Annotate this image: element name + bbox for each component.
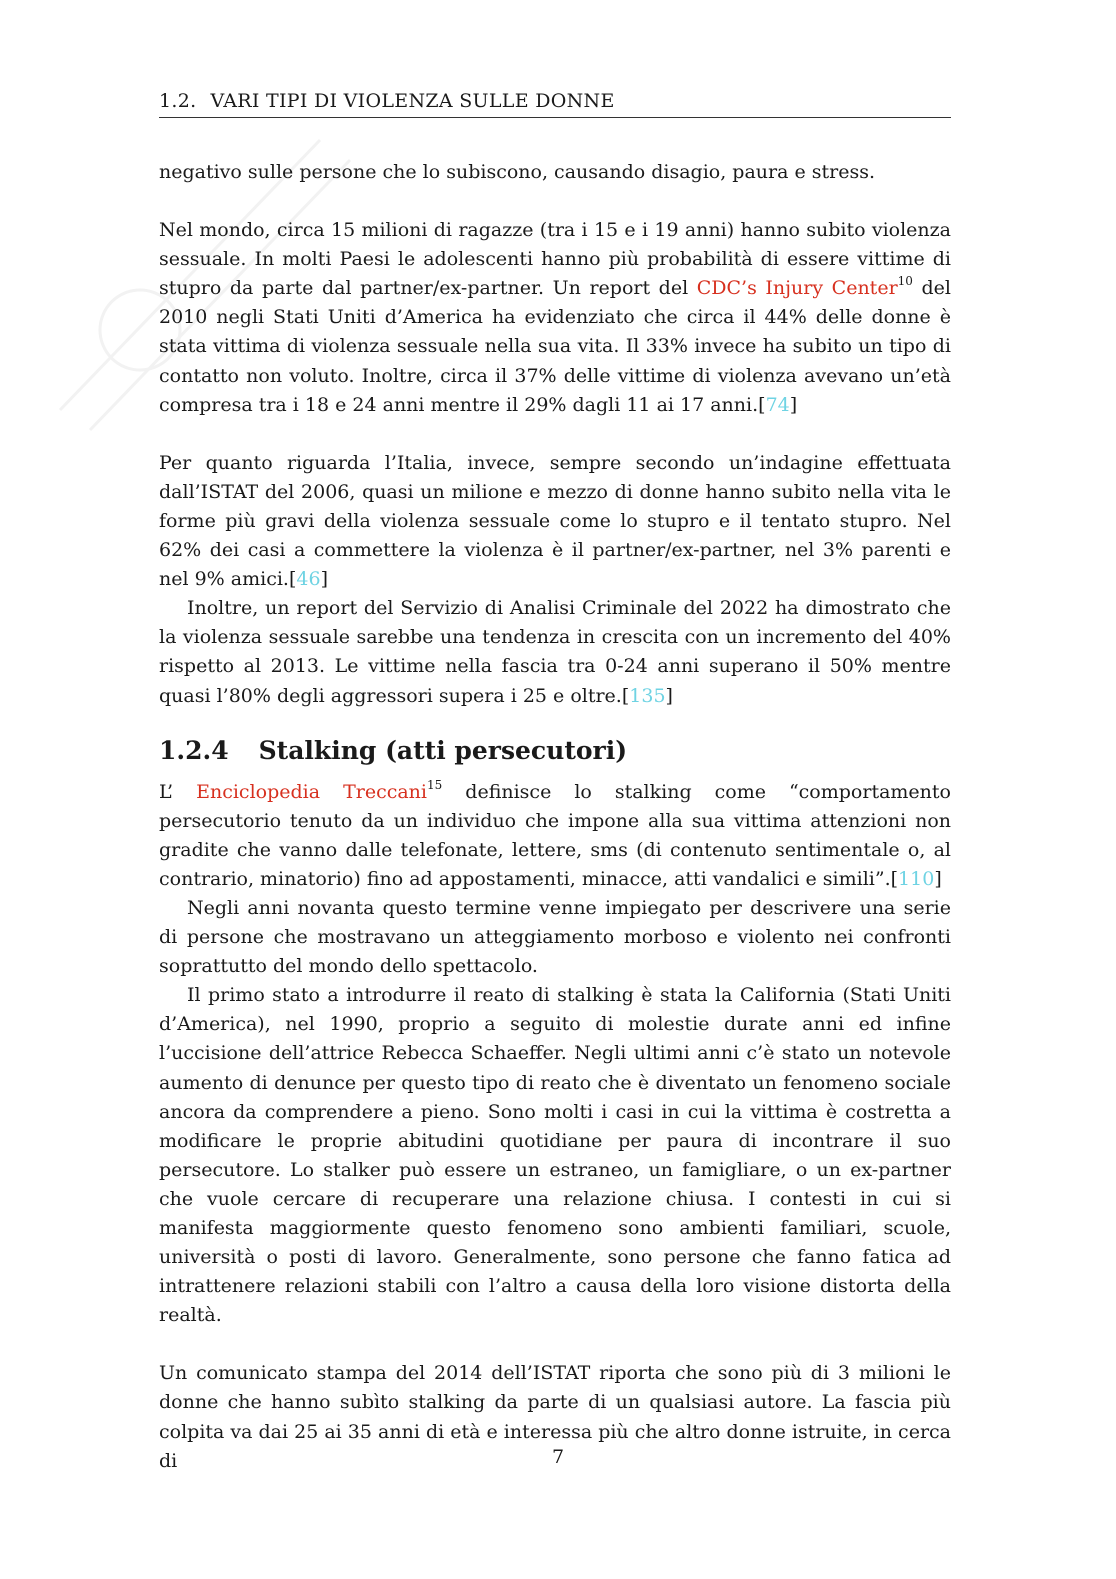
footnote-marker[interactable]: 15 xyxy=(427,777,443,792)
header-section-title: VARI TIPI DI VIOLENZA SULLE DONNE xyxy=(210,90,615,112)
section-heading xyxy=(159,734,951,768)
paragraph-text: Per quanto riguarda l’Italia, invece, sempre secondo un’indagine effettuata dall’ISTAT del 2006, quasi un milione e mezzo di donne hanno subito nella vita le forme più gravi della violenza sessuale come lo stupro e il tentato stupro. Nel 62% dei casi a commettere la violenza è il partner/ex-partner, nel 3% parenti e nel 9% amici. xyxy=(159,451,951,591)
header-section-number: 1.2. xyxy=(159,90,197,112)
body-text xyxy=(159,158,951,1476)
paragraph-text: Il primo stato a introdurre il reato di stalking è stata la California (Stati Uniti d’America), nel 1990, proprio a seguito di molestie durate anni ed infine l’uccisione dell’attrice Rebecca Schaeffer. Negli ultimi anni c’è stato un notevole aumento di denunce per questo tipo di reato che è diventato un fenomeno sociale ancora da comprendere a pieno. Sono molti i casi in cui la vittima è costretta a modificare le proprie abitudini quotidiane per paura di incontrare il suo persecutore. Lo stalker può essere un estraneo, un famigliare, o un ex-partner che vuole cercare di recuperare una relazione chiusa. I contesti in cui si manifesta maggiormente questo fenomeno sono ambienti familiari, scuole, università o posti di lavoro. Generalmente, sono persone che fanno fatica ad intrattenere relazioni stabili con l’altro a causa della loro visione distorta della realtà. xyxy=(159,984,951,1327)
paragraph-text: Inoltre, un report del Servizio di Analisi Criminale del 2022 ha dimostrato che la violenza sessuale sarebbe una tendenza in crescita con un incremento del 40% rispetto al 2013. Le vittime nella fascia tra 0-24 anni superano il 50% mentre quasi l’80% degli aggressori supera i 25 e oltre. xyxy=(159,597,951,707)
citation-link[interactable]: 110 xyxy=(898,867,935,890)
paragraph-text: del 2010 negli Stati Uniti d’America ha evidenziato che circa il 44% delle donne è stata vittima di violenza sessuale nella sua vita. Il 33% invece ha subito un tipo di contatto non voluto. Inoltre, circa il 37% delle vittime di violenza avevano un’età compresa tra i 18 e 24 anni mentre il 29% dagli 11 ai 17 anni. xyxy=(159,277,951,416)
citation-link[interactable]: 135 xyxy=(629,684,666,707)
section-title: Stalking (atti persecutori) xyxy=(258,735,628,765)
paragraph-california xyxy=(159,981,951,1330)
paragraph-text: negativo sulle persone che lo subiscono, causando disagio, paura e stress. xyxy=(159,161,875,183)
running-header xyxy=(159,90,951,118)
paragraph-world-stats: Nel mondo, circa 15 milioni di ragazze (tra i 15 e i 19 anni) hanno subito violenza sessuale. In molti Paesi le adolescenti hanno più probabilità di essere vittime di stupro da parte dal partner/ex-partner. Un report del CDC’s Injury Center$^{10}$ del 2010 negli Stati Uniti d’America ha evidenziato che circa il 44% delle donne è stata vittima di violenza sessuale nella sua vita. Il 33% invece ha subito un tipo di contatto non voluto. Inoltre, circa il 37% delle vittime di violenza avevano un’età compresa tra i 18 e 24 anni mentre il 29% dagli 11 ai 17 anni.[74] xyxy=(159,219,951,416)
section-number: 1.2.4 xyxy=(159,735,229,765)
footnote-marker[interactable]: 10 xyxy=(897,274,913,289)
paragraph-text: Nel mondo, circa 15 milioni di ragazze (tra i 15 e i 19 anni) hanno subito violenza sessuale. In molti Paesi le adolescenti hanno più probabilità di essere vittime di stupro da parte dal partner/ex-partner. Un report del xyxy=(159,219,951,300)
paragraph-continuation xyxy=(159,158,951,187)
paragraph-italy-stats: Per quanto riguarda l’Italia, invece, sempre secondo un’indagine effettuata dall’ISTAT del 2006, quasi un milione e mezzo di donne hanno subito nella vita le forme più gravi della violenza sessuale come lo stupro e il tentato stupro. Nel 62% dei casi a commettere la violenza è il partner/ex-partner, nel 3% parenti e nel 9% amici.[46] xyxy=(159,451,951,591)
cdc-injury-center-link[interactable]: CDC’s Injury Center xyxy=(696,277,898,300)
paragraph-nineties xyxy=(159,894,951,981)
paragraph-text: Un comunicato stampa del 2014 dell’ISTAT riporta che sono più di 3 milioni le donne che hanno subìto stalking da parte di un qualsiasi autore. La fascia più colpita va dai 25 ai 35 anni di età e interessa più che altro donne istruite, in cerca di xyxy=(159,1362,951,1472)
treccani-link[interactable]: Enciclopedia Treccani xyxy=(196,780,427,803)
paragraph-criminal-report: Inoltre, un report del Servizio di Analisi Criminale del 2022 ha dimostrato che la violenza sessuale sarebbe una tendenza in crescita con un incremento del 40% rispetto al 2013. Le vittime nella fascia tra 0-24 anni superano il 50% mentre quasi l’80% degli aggressori supera i 25 e oltre.[135] xyxy=(159,597,951,707)
citation-link[interactable]: 74 xyxy=(765,393,790,416)
page-number: 7 xyxy=(551,1446,565,1468)
paragraph-text: L’ xyxy=(159,780,197,803)
paragraph-text: definisce lo stalking come “comportamento persecutorio tenuto da un individuo che impone alla sua vittima attenzioni non gradite che vanno dalle telefonate, lettere, sms (di contenuto sentimentale o, al contrario, minatorio) fino ad appostamenti, minacce, atti vandalici e simili”. xyxy=(159,780,951,890)
citation-link[interactable]: 46 xyxy=(296,568,321,591)
paragraph-treccani-definition: L’ Enciclopedia Treccani$^{15}$ definisce lo stalking come “comportamento persecutorio tenuto da un individuo che impone alla sua vittima attenzioni non gradite che vanno dalle telefonate, lettere, sms (di contenuto sentimentale o, al contrario, minatorio) fino ad appostamenti, minacce, atti vandalici e simili”.[110] xyxy=(159,777,951,890)
paragraph-text: Negli anni novanta questo termine venne impiegato per descrivere una serie di persone che mostravano un atteggiamento morboso e violento nei confronti soprattutto del mondo dello spettacolo. xyxy=(159,896,951,978)
